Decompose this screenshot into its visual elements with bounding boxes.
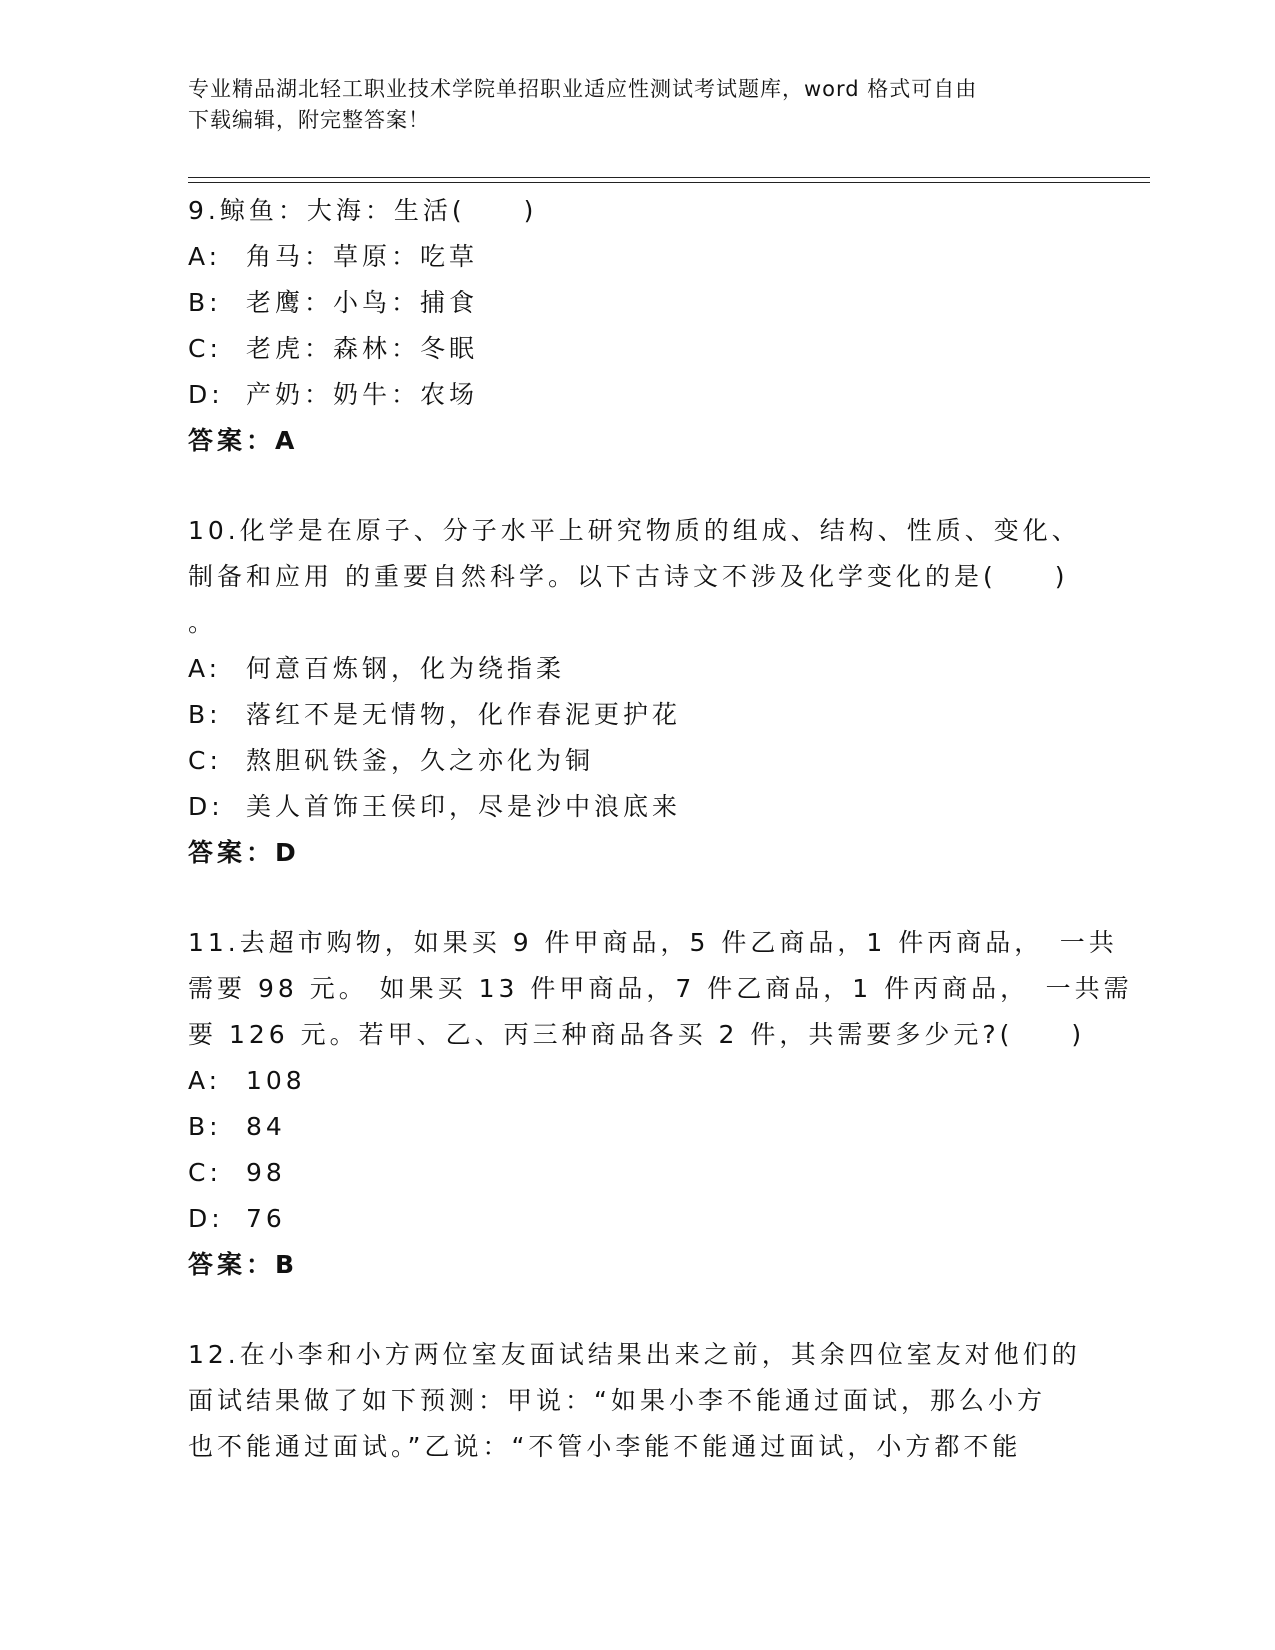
option-text: 产奶：奶牛：农场	[246, 380, 479, 409]
option-text: 何意百炼钢，化为绕指柔	[246, 654, 566, 683]
question-text: 9.鲸鱼：大海：生活( )	[188, 196, 538, 225]
option-text: 角马：草原：吃草	[246, 242, 479, 271]
spacer	[188, 464, 1068, 508]
option-letter: B:	[188, 1112, 222, 1141]
header-divider-bottom	[188, 182, 1150, 183]
option-letter: D:	[188, 792, 224, 821]
option-letter: D:	[188, 1204, 224, 1233]
option-letter: C:	[188, 334, 222, 363]
question-text: 10.化学是在原子、分子水平上研究物质的组成、结构、性质、变化、	[188, 516, 1081, 545]
question-9	[188, 188, 1068, 464]
spacer	[188, 1288, 1068, 1332]
option-letter: B:	[188, 700, 222, 729]
question-10	[188, 508, 1081, 876]
option-d	[188, 1196, 1068, 1242]
question-list	[188, 188, 1133, 1470]
header-line-2: 下载编辑，附完整答案！	[188, 108, 430, 132]
spacer	[188, 876, 1068, 920]
header-line-1: 专业精品湖北轻工职业技术学院单招职业适应性测试考试题库，word 格式可自由	[188, 77, 978, 101]
option-a	[188, 646, 1068, 692]
option-letter: C:	[188, 746, 222, 775]
question-12	[188, 1332, 1081, 1470]
question-text: 12.在小李和小方两位室友面试结果出来之前，其余四位室友对他们的	[188, 1340, 1081, 1369]
option-letter: C:	[188, 1158, 222, 1187]
option-c	[188, 1150, 1068, 1196]
option-b	[188, 692, 1068, 738]
option-c	[188, 738, 1068, 784]
option-letter: A:	[188, 242, 222, 271]
option-letter: B:	[188, 288, 222, 317]
option-text: 108	[246, 1066, 306, 1095]
option-d	[188, 784, 1068, 830]
question-text: 也不能通过面试。”乙说：“不管小李能不能通过面试，小方都不能	[188, 1432, 1022, 1461]
question-text: 制备和应用 的重要自然科学。以下古诗文不涉及化学变化的是( )	[188, 562, 1069, 591]
question-text: 需要 98 元。 如果买 13 件甲商品，7 件乙商品，1 件丙商品， 一共需	[188, 974, 1133, 1003]
option-text: 84	[246, 1112, 286, 1141]
option-text: 落红不是无情物，化作春泥更护花	[246, 700, 682, 729]
page-header	[188, 74, 1088, 136]
option-letter: A:	[188, 1066, 222, 1095]
option-text: 98	[246, 1158, 286, 1187]
option-letter: A:	[188, 654, 222, 683]
option-text: 熬胆矾铁釜，久之亦化为铜	[246, 746, 595, 775]
option-letter: D:	[188, 380, 224, 409]
option-text: 美人首饰王侯印，尽是沙中浪底来	[246, 792, 682, 821]
question-11	[188, 920, 1133, 1288]
option-text: 老鹰：小鸟：捕食	[246, 288, 479, 317]
option-b	[188, 280, 1068, 326]
answer: 答案：A	[188, 426, 299, 455]
answer: 答案：B	[188, 1250, 299, 1279]
header-divider-top	[188, 177, 1150, 178]
question-text: 面试结果做了如下预测：甲说：“如果小李不能通过面试，那么小方	[188, 1386, 1046, 1415]
question-text: 。	[188, 608, 218, 637]
option-a	[188, 1058, 1068, 1104]
option-a	[188, 234, 1068, 280]
option-b	[188, 1104, 1068, 1150]
option-c	[188, 326, 1068, 372]
question-text: 11.去超市购物，如果买 9 件甲商品，5 件乙商品，1 件丙商品， 一共	[188, 928, 1118, 957]
option-d	[188, 372, 1068, 418]
question-text: 要 126 元。若甲、乙、丙三种商品各买 2 件，共需要多少元?( )	[188, 1020, 1086, 1049]
option-text: 76	[246, 1204, 286, 1233]
option-text: 老虎：森林：冬眠	[246, 334, 479, 363]
answer: 答案：D	[188, 838, 300, 867]
